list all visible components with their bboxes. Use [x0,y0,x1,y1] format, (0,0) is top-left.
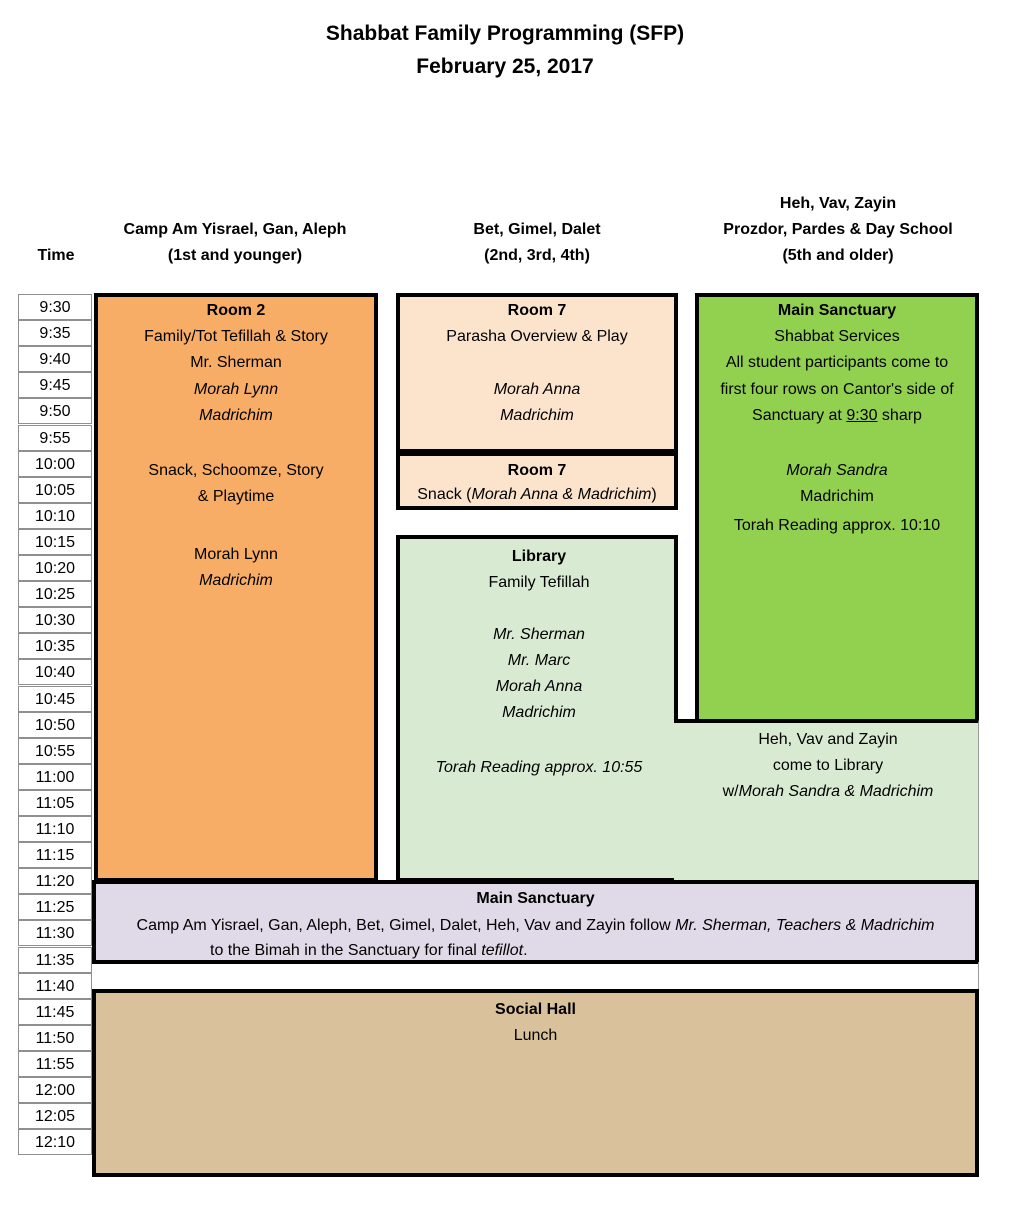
library-torah: Torah Reading approx. 10:55 [435,759,643,776]
sanctuary-block [695,293,979,723]
time-slot: 10:25 [18,581,92,607]
time-slot: 12:05 [18,1103,92,1129]
time-slot: 10:30 [18,607,92,633]
room2-helpers2: Madrichim [199,572,273,589]
library-title: Library [511,548,567,565]
time-slot: 11:20 [18,868,92,894]
final-line2 [96,938,975,964]
room7-snack-suffix: ) [651,486,657,503]
room7-helpers: Madrichim [500,407,574,424]
time-slot: 10:50 [18,712,92,738]
time-slot: 9:50 [18,398,92,424]
library-join-prefix: w/ [722,783,739,800]
sanctuary-note3 [699,403,975,429]
room7-activity: Parasha Overview & Play [446,328,628,345]
time-slot: 10:05 [18,477,92,503]
time-slot: 11:10 [18,816,92,842]
sanctuary-helpers: Madrichim [800,488,874,505]
final-line1-people: Mr. Sherman, Teachers & Madrichim [675,917,935,934]
group2-header [398,217,676,269]
sanctuary-activity: Shabbat Services [774,328,900,345]
sanctuary-note1: All student participants come to [725,354,949,371]
library-join-line1: Heh, Vav and Zayin [758,731,898,748]
time-column-header: Time [37,247,75,264]
room2-block [94,293,378,882]
time-slot: 12:10 [18,1129,92,1155]
time-slot: 10:45 [18,686,92,712]
room2-activity: Family/Tot Tefillah & Story [144,328,328,345]
room2-teacher: Morah Lynn [193,381,279,398]
sanctuary-note2: first four rows on Cantor's side of [720,381,954,398]
time-slot: 10:10 [18,503,92,529]
room2-snack-line2: & Playtime [197,488,275,505]
time-slot: 11:35 [18,947,92,973]
time-slot: 11:45 [18,999,92,1025]
social-hall-title: Social Hall [495,1001,576,1018]
sanctuary-note3-prefix: Sanctuary at [752,407,847,424]
time-slot: 9:55 [18,425,92,451]
time-slot: 11:15 [18,842,92,868]
room7-snack-people: Morah Anna & Madrichim [471,486,652,503]
time-slot: 10:40 [18,659,92,685]
library-join-people: Morah Sandra & Madrichim [738,783,934,800]
final-line1-text: Camp Am Yisrael, Gan, Aleph, Bet, Gimel, Dalet, Heh, Vav and Zayin follow [136,917,676,934]
time-slot: 11:40 [18,973,92,999]
group2-header-line1: Bet, Gimel, Dalet [473,221,601,238]
page-date: February 25, 2017 [416,55,594,78]
group1-header-line2: (1st and younger) [167,247,303,264]
room7-snack-text [400,482,674,508]
time-slot: 9:35 [18,320,92,346]
time-slot: 9:45 [18,372,92,398]
sanctuary-note3-time: 9:30 [846,407,878,424]
group3-header-line1: Heh, Vav, Zayin [779,195,897,212]
time-slot: 11:00 [18,764,92,790]
time-slot: 11:50 [18,1025,92,1051]
time-slot: 10:20 [18,555,92,581]
group3-header-line3: (5th and older) [782,247,894,264]
social-hall-block [92,989,979,1177]
room7-snack-prefix: Snack ( [417,486,472,503]
library-join-area [674,719,979,882]
final-line2-end: . [523,942,528,959]
sanctuary-note3-suffix: sharp [877,407,922,424]
library-divider [674,535,678,723]
sanctuary-teacher: Morah Sandra [786,462,888,479]
time-slot: 10:15 [18,529,92,555]
time-slot: 10:35 [18,633,92,659]
library-activity: Family Tefillah [488,574,590,591]
library-person4: Madrichim [502,704,576,721]
social-hall-activity: Lunch [513,1027,558,1044]
time-slot: 9:40 [18,346,92,372]
room2-title: Room 2 [206,302,266,319]
time-slot: 11:55 [18,1051,92,1077]
room7-teacher: Morah Anna [493,381,581,398]
time-slot: 10:55 [18,738,92,764]
library-person2: Mr. Marc [507,652,571,669]
room2-leader: Mr. Sherman [190,354,282,371]
room7-title: Room 7 [507,302,567,319]
group1-header-line1: Camp Am Yisrael, Gan, Aleph [123,221,347,238]
time-slot: 9:30 [18,294,92,320]
time-slot: 10:00 [18,451,92,477]
empty-row [92,962,979,990]
final-line2-text: to the Bimah in the Sanctuary for final [210,942,482,959]
time-slot: 12:00 [18,1077,92,1103]
sanctuary-torah: Torah Reading approx. 10:10 [733,517,941,534]
time-slot: 11:25 [18,894,92,920]
library-person3: Morah Anna [495,678,583,695]
time-slot: 11:05 [18,790,92,816]
group3-header [697,191,979,269]
room2-helpers: Madrichim [199,407,273,424]
group3-header-line2: Prozdor, Pardes & Day School [723,221,953,238]
final-title: Main Sanctuary [476,890,595,907]
room7-snack-block [396,452,678,510]
group2-header-line2: (2nd, 3rd, 4th) [484,247,590,264]
page-title: Shabbat Family Programming (SFP) [325,22,685,45]
time-slot: 11:30 [18,920,92,946]
library-block [396,535,678,882]
room7-block [396,293,678,453]
final-line1 [96,913,975,939]
room7-snack-title: Room 7 [507,462,567,479]
final-sanctuary-block [92,880,979,964]
sanctuary-title: Main Sanctuary [777,302,897,319]
library-person1: Mr. Sherman [493,626,585,643]
room2-teacher2: Morah Lynn [194,546,278,563]
final-line2-tefillot: tefillot [481,942,524,959]
room2-snack-line1: Snack, Schoomze, Story [148,462,324,479]
group1-header [94,217,376,269]
library-join-line3 [678,779,978,805]
library-join-line2: come to Library [772,757,884,774]
